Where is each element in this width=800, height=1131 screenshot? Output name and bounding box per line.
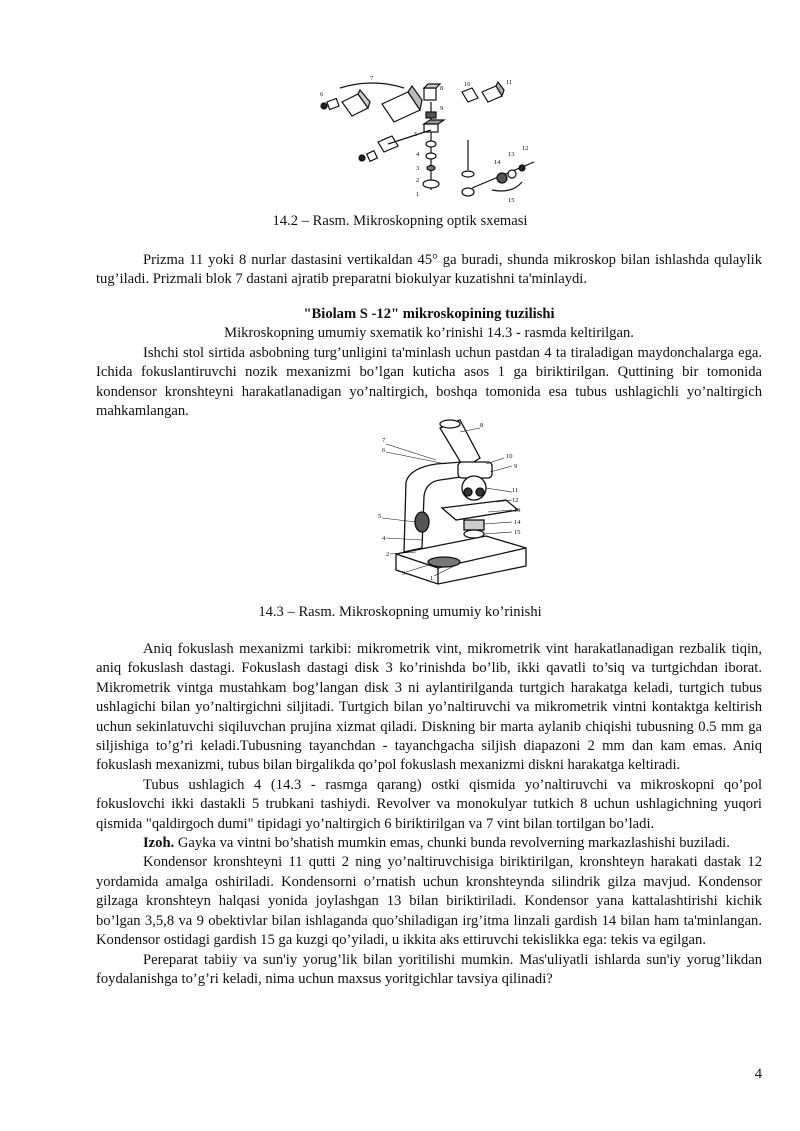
fig1-label: 15 xyxy=(508,197,515,204)
fig2-label: 9 xyxy=(514,463,518,470)
fig2-label: 14 xyxy=(514,519,521,526)
microscope-general-view-figure xyxy=(376,418,536,588)
fig2-label: 1 xyxy=(430,575,434,582)
fig1-label: 6 xyxy=(320,91,324,98)
fig2-label: 12 xyxy=(512,497,519,504)
fig2-label: 11 xyxy=(512,487,519,494)
fig1-label: 11 xyxy=(506,79,513,86)
fig1-label: 5 xyxy=(414,131,418,138)
fig1-label: 1 xyxy=(416,191,420,198)
paragraph-prism xyxy=(96,251,762,290)
fig1-label: 10 xyxy=(464,81,471,88)
fig1-label: 4 xyxy=(416,151,420,158)
section-biolam xyxy=(96,305,762,421)
fig1-label: 8 xyxy=(440,85,444,92)
note-label: Izoh. xyxy=(143,835,175,852)
fig2-label: 6 xyxy=(382,447,386,454)
fig1-label: 12 xyxy=(522,145,529,152)
figure1-caption: 14.2 – Rasm. Mikroskopning optik sxemasi xyxy=(272,213,528,229)
paragraph-text: Tubus ushlagich 4 (14.3 - rasmga qarang) ostki qismida yo’naltiruvchi va mikroskopni qo’pol fokuslovchi ikki dastakli 5 trubkani tashiydi. Revolver va monokulyar tutkich 8 uchun ushlagichning yuqori qismida "qaldirgoch dumi" tipidagi yo’naltirgich 6 biriktirilgan va 7 vint bilan tortilgan bo’ladi. xyxy=(96,776,762,832)
page-number: 4 xyxy=(754,1066,762,1082)
fig1-label: 13 xyxy=(508,151,515,158)
paragraph-text: Aniq fokuslash mexanizmi tarkibi: mikrometrik vint, mikrometrik vint harakatlanadigan rezbalik tiqin, aniq fokuslash dastagi. Fokuslash dastagi disk 3 ko’rinishda bo’lib, ikki qavatli to’siq va turtgichdan iborat. Mikrometrik vintga mustahkam bog’langan disk 3 ni aylantirilganda turtgich harakatga keladi, turtgich tubus ushlagichi bilan yo’naltirgichni siljitadi. Turtgich bilan yo’naltiruvchi va mikrometrik vintni kontaktga keltirish uchun sekinlatuvchi siqiluvchan prujina xizmat qiladi. Diskning bir marta aylanib chiqishi tubusning 0.5 mm ga siljishiga to’g’ri keladi.Tubusning tayanchdan - tayanchgacha siljish diapazoni 2 mm dan kam emas. Aniq fokuslash mexanizmi, tubus bilan birgalikda qo’pol fokuslash mexanizmi diskni harakatga keltiradi. xyxy=(96,641,762,774)
fig2-label: 10 xyxy=(506,453,513,460)
main-body xyxy=(96,640,762,989)
optical-scheme-figure xyxy=(312,70,552,210)
fig2-label: 5 xyxy=(378,513,382,520)
fig1-label: 14 xyxy=(494,159,501,166)
fig1-label: 3 xyxy=(416,165,420,172)
fig1-label: 7 xyxy=(370,75,374,82)
note-paragraph xyxy=(96,834,762,853)
paragraph-text: Kondensor kronshteyni 11 qutti 2 ning yo’naltiruvchisiga biriktirilgan, kronshteyn harakati dastak 12 yordamida amalga oshiriladi. Kondensorni o’rnatish uchun kronshteynda silindrik gilza mavjud. Kondensor gilzaga kronshteyn halqasi yonida joylashgan 13 bilan biriktiriladi. Kondensor yana kattalashtirishi kichik bo’lgan 3,5,8 va 9 obektivlar bilan ishlaganda quo’shiladigan irg’itma linzali gardish 14 bilan ham ta'minlangan. Kondensor ostidagi gardish 15 ga kuzgi qo’yiladi, u ikkita aks ettiruvchi tekislikka ega: tekis va egilgan. xyxy=(96,854,762,949)
fig2-label: 2 xyxy=(386,551,390,558)
fig2-label: 13 xyxy=(514,507,521,514)
note-text: Gayka va vintni bo’shatish mumkin emas, chunki bunda revolverning markazlashishi buziladi. xyxy=(174,835,730,852)
figure2-caption: 14.3 – Rasm. Mikroskopning umumiy ko’rinishi xyxy=(258,604,542,620)
fig2-label: 7 xyxy=(382,437,386,444)
section-subheading: Mikroskopning umumiy sxematik ko’rinishi 14.3 - rasmda keltirilgan. xyxy=(224,325,634,342)
section-heading: "Biolam S -12" mikroskopining tuzilishi xyxy=(303,306,555,322)
fig1-label: 2 xyxy=(416,177,420,184)
fig2-label: 4 xyxy=(382,535,386,542)
fig2-label: 15 xyxy=(514,529,521,536)
paragraph-text: Pereparat tabiiy va sun'iy yorug’lik bilan yoritilishi mumkin. Mas'uliyatli ishlarda sun'iy yorug’likdan foydalanishga to’g’ri keladi, nima uchun maxsus yoritgichlar tavsiya qilinadi? xyxy=(96,951,762,987)
fig1-label: 9 xyxy=(440,105,444,112)
paragraph-text: Prizma 11 yoki 8 nurlar dastasini vertikaldan 45° ga buradi, shunda mikroskop bilan ishlashda qulaylik tug’iladi. Prizmali blok 7 dastani ajratib preparatni biokulyar kuzatishni ta'minlaydi. xyxy=(96,252,762,288)
fig2-label: 3 xyxy=(402,570,406,577)
fig2-label: 8 xyxy=(480,422,484,429)
paragraph-text: Ishchi stol sirtida asbobning turg’unligini ta'minlash uchun pastdan 4 ta tiraladigan maydonchalarga ega. Ichida fokuslantiruvchi nozik mexanizmi bo’lgan kuticha asos 1 ga biriktirilgan. Quttining bir tomonida kondensor kronshteyni harakatlanadigan yo’naltirgich, boshqa tomonida esa tubus ushlagichli yo’naltirgich mahkamlangan. xyxy=(96,344,762,420)
